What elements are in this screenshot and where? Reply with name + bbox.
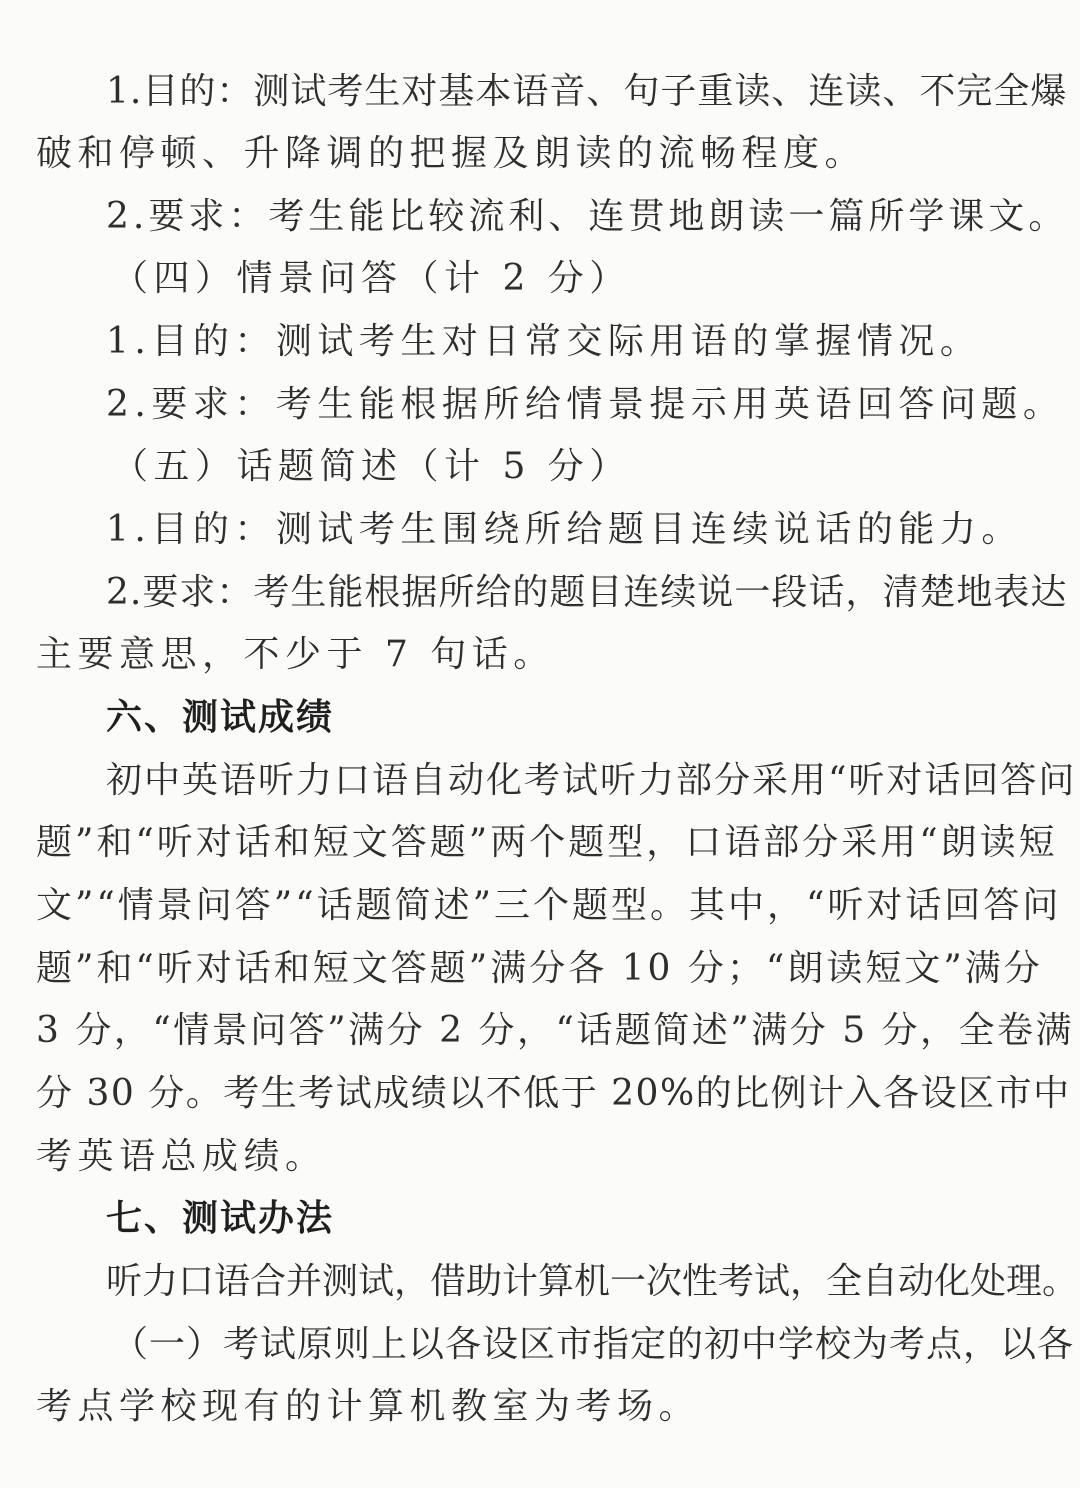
- subsection-heading: （四）情景问答（计 2 分）: [112, 258, 631, 299]
- paragraph-line: 题”和“听对话和短文答题”满分各 10 分；“朗读短文”满分: [36, 948, 1043, 989]
- subsection-heading: （五）话题简述（计 5 分）: [112, 446, 631, 487]
- paragraph-line: 主要意思，不少于 7 句话。: [36, 634, 555, 675]
- paragraph-line: 考点学校现有的计算机教室为考场。: [36, 1386, 701, 1427]
- paragraph-line: 破和停顿、升降调的把握及朗读的流畅程度。: [36, 133, 867, 174]
- paragraph-line: （一）考试原则上以各设区市指定的初中学校为考点，以各: [112, 1324, 1075, 1365]
- paragraph-line: 题”和“听对话和短文答题”两个题型，口语部分采用“朗读短: [36, 822, 1058, 863]
- paragraph-line: 3 分，“情景问答”满分 2 分，“话题简述”满分 5 分，全卷满: [36, 1010, 1075, 1051]
- paragraph-line: 考英语总成绩。: [36, 1136, 327, 1177]
- paragraph-line: 2.要求：考生能根据所给情景提示用英语回答问题。: [106, 384, 1065, 425]
- paragraph-line: 文”“情景问答”“话题简述”三个题型。其中，“听对话回答问: [36, 885, 1062, 926]
- section-heading: 七、测试办法: [106, 1198, 335, 1239]
- paragraph-line: 1.目的：测试考生对日常交际用语的掌握情况。: [106, 321, 982, 362]
- paragraph-line: 1.目的：测试考生对基本语音、句子重读、连读、不完全爆: [106, 71, 1068, 112]
- paragraph-line: 分 30 分。考生考试成绩以不低于 20%的比例计入各设区市中: [36, 1073, 1071, 1114]
- paragraph-line: 听力口语合并测试，借助计算机一次性考试，全自动化处理。: [106, 1261, 1079, 1302]
- paragraph-line: 2.要求：考生能根据所给的题目连续说一段话，清楚地表达: [106, 572, 1068, 613]
- paragraph-line: 2.要求：考生能比较流利、连贯地朗读一篇所学课文。: [106, 196, 1069, 237]
- section-heading: 六、测试成绩: [106, 697, 335, 738]
- paragraph-line: 初中英语听力口语自动化考试听力部分采用“听对话回答问: [106, 760, 1077, 801]
- paragraph-line: 1.目的：测试考生围绕所给题目连续说话的能力。: [106, 509, 1023, 550]
